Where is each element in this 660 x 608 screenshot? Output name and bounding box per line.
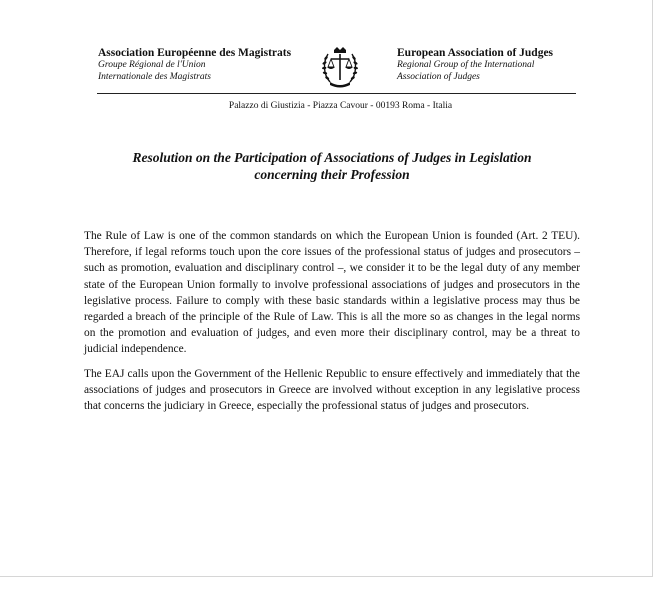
org-subtitle-english-line1: Regional Group of the International	[397, 60, 535, 70]
letterhead-left	[98, 47, 328, 83]
body-paragraph-1: The Rule of Law is one of the common standards on which the European Union is founded (Art. 2 TEU). Therefore, if legal reforms touch upon the core issues of the professional status of judges and prosecutors – such as promotion, evaluation and disciplinary control –, we consider it to be the legal duty of any member state of the European Union formally to involve professional associations of judges and prosecutors in the legislative process. Failure to comply with these basic standards within a legislative process may thus be regarded a breach of the principle of the Rule of Law. This is all the more so as changes in the legal norms on the promotion and evaluation of judges, and even more their disciplinary control, may be a threat to judicial independence.	[84, 230, 580, 356]
scales-of-justice-emblem-icon	[320, 44, 360, 90]
org-subtitle-french-line1: Groupe Régional de l'Union	[98, 60, 206, 70]
letterhead-right	[397, 47, 617, 83]
resolution-title	[84, 149, 580, 183]
resolution-title-line2: concerning their Profession	[254, 167, 410, 182]
resolution-body	[84, 228, 580, 422]
body-paragraph-2: The EAJ calls upon the Government of the Hellenic Republic to ensure effectively and immediately that the associations of judges and prosecutors in Greece are involved without exception in any legislative process that concerns the judiciary in Greece, especially the professional status of judges and prosecutors.	[84, 367, 580, 413]
letterhead-address: Palazzo di Giustizia - Piazza Cavour - 00193 Roma - Italia	[228, 101, 453, 111]
org-subtitle-french-line2: Internationale des Magistrats	[98, 71, 211, 82]
letterhead-divider	[97, 93, 576, 94]
org-name-english: European Association of Judges	[397, 47, 554, 59]
org-name-french: Association Européenne des Magistrats	[98, 47, 292, 59]
resolution-title-line1: Resolution on the Participation of Associations of Judges in Legislation	[132, 150, 532, 165]
org-subtitle-english-line2: Association of Judges	[397, 71, 480, 82]
